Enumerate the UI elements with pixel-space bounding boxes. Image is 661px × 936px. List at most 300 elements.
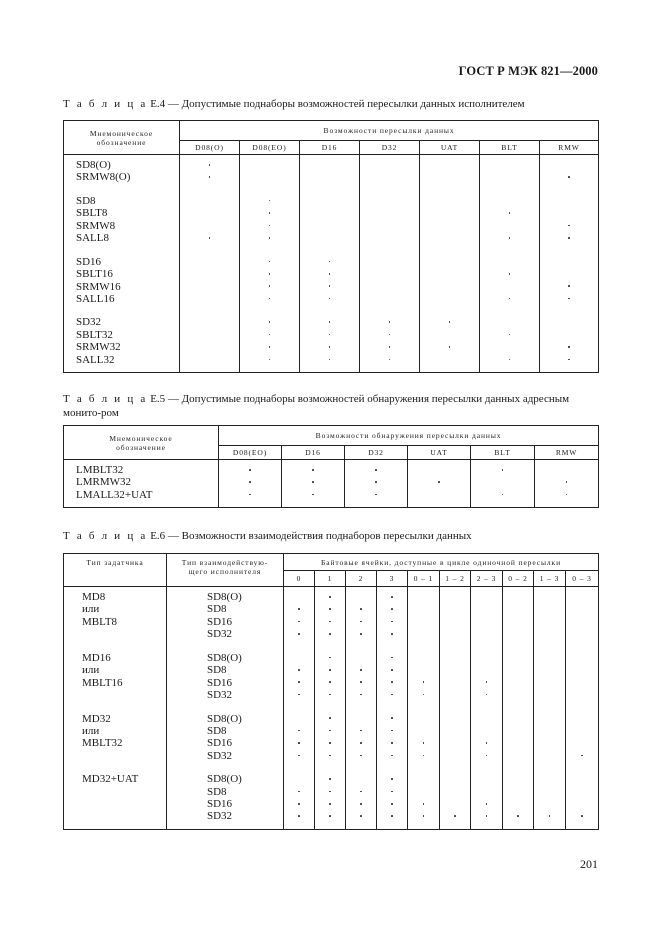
support-mark [315,603,345,615]
table-e6-name-column [167,587,284,830]
support-mark [300,316,359,328]
support-mark [471,737,502,749]
support-dot [298,815,300,817]
support-mark [180,316,239,328]
support-dot [568,298,570,300]
support-dot [566,481,568,483]
support-mark [471,628,502,640]
table-e6-body-row [64,587,599,830]
support-mark [284,786,314,798]
master-type-label [64,628,166,640]
support-dot [486,694,488,696]
support-mark [471,689,502,701]
support-mark [345,464,407,476]
table-e6-group-gap [440,641,470,652]
table-e6-mark-column [440,587,471,830]
support-dot [329,778,331,780]
table-e6-group-gap [315,762,345,773]
support-mark [408,798,439,810]
table-e5-col-header: D16 [282,446,345,460]
table-e6-mark-column [503,587,534,830]
support-mark [408,677,439,689]
table-e6-group-gap [64,762,166,773]
support-mark [300,232,359,244]
table-e4-caption [63,98,600,112]
support-mark [420,329,479,341]
table-e6-group-gap [346,641,376,652]
support-dot [360,815,362,817]
support-dot [549,815,551,817]
support-dot [298,633,300,635]
support-mark [377,750,407,762]
table-e4-subset-name: SRMW32 [76,341,121,354]
support-mark [566,591,598,603]
support-mark [377,713,407,725]
table-e6-col-header: 1 – 2 [440,571,471,587]
support-mark [315,591,345,603]
table-e6-group-gap [408,701,439,712]
table-e5-col-header: D32 [345,446,408,460]
support-dot [329,803,331,805]
support-dot [391,681,393,683]
support-mark [284,810,314,822]
support-mark [408,786,439,798]
support-mark [503,677,533,689]
support-mark [284,737,314,749]
support-mark [300,195,359,207]
support-mark [440,616,470,628]
support-mark [240,354,299,366]
support-dot [389,346,391,348]
table-e6-subset-name: SD16 [207,737,233,750]
support-mark [503,750,533,762]
support-mark [300,256,359,268]
table-e6-caption-label: Т а б л и ц а [63,530,148,542]
support-dot [269,212,271,214]
support-mark [534,603,565,615]
support-dot [509,359,511,361]
table-e6-group-gap [408,641,439,652]
support-mark [315,810,345,822]
support-mark [566,628,598,640]
support-mark [345,489,407,501]
support-mark [471,464,534,476]
support-dot [509,334,511,336]
support-mark [440,773,470,785]
table-e4-subset-name: SRMW16 [76,280,121,293]
support-mark [346,652,376,664]
support-mark [284,603,314,615]
support-mark [315,713,345,725]
support-dot [509,298,511,300]
table-e6-group-gap [440,762,470,773]
table-e4-group-header: Возможности пересылки данных [180,121,599,141]
support-dot [329,321,331,323]
support-mark [566,603,598,615]
support-mark [346,737,376,749]
support-mark [534,737,565,749]
table-e4-group-gap [540,305,598,316]
support-mark [440,591,470,603]
table-e4-subset-name: SBLT16 [76,268,113,281]
support-dot [517,815,519,817]
table-e5-mark-column [282,460,345,508]
support-mark [566,664,598,676]
table-e4-col-header: UAT [420,141,480,155]
support-mark [300,354,359,366]
support-mark [440,786,470,798]
support-dot [568,285,570,287]
support-dot [391,815,393,817]
table-e5-col-header: UAT [408,446,471,460]
support-dot [329,608,331,610]
support-mark [360,316,419,328]
support-mark [240,232,299,244]
master-type-label: MD8 [82,591,106,603]
support-mark [420,341,479,353]
support-mark [420,159,479,171]
master-type-label [64,798,166,810]
table-e4 [63,120,599,373]
support-mark [566,786,598,798]
support-mark [471,713,502,725]
table-e6-group-gap [503,701,533,712]
support-mark [480,329,539,341]
support-dot [329,285,331,287]
support-mark [377,664,407,676]
table-e6-subset-name: SD8 [207,664,227,677]
table-e6-group-header: Байтовые ячейки, доступные в цикле одиночной пересылки [284,554,599,571]
support-mark [180,171,239,183]
support-mark [408,713,439,725]
support-dot [329,633,331,635]
support-dot [509,237,511,239]
support-mark [440,810,470,822]
support-mark [540,207,598,219]
support-mark [471,591,502,603]
support-mark [540,316,598,328]
support-mark [346,591,376,603]
support-mark [440,652,470,664]
table-e4-subset-name: SRMW8(O) [76,171,131,184]
support-dot [568,176,570,178]
support-dot [360,608,362,610]
support-dot [269,273,271,275]
support-mark [315,616,345,628]
table-e4-col-header: RMW [540,141,599,155]
support-dot [329,621,331,623]
support-mark [440,750,470,762]
support-dot [298,791,300,793]
table-e6-subset-name: SD16 [207,615,233,628]
support-mark [284,616,314,628]
support-dot [209,164,211,166]
support-dot [449,321,451,323]
table-e6-mark-column [377,587,408,830]
table-e6-subset-name: SD8(O) [207,591,242,603]
table-e4-mark-column [480,155,540,373]
support-mark [408,652,439,664]
support-mark [440,664,470,676]
support-mark [540,341,598,353]
support-dot [566,494,568,496]
table-e6-group-gap [503,762,533,773]
support-dot [423,755,425,757]
support-dot [391,633,393,635]
support-mark [420,268,479,280]
support-mark [480,220,539,232]
support-dot [486,681,488,683]
table-e4-col-header: D08(EO) [240,141,300,155]
support-dot [360,681,362,683]
support-dot [454,815,456,817]
support-mark [346,725,376,737]
table-e6-subset-name: SD32 [207,749,233,762]
support-mark [503,810,533,822]
table-e6-group-gap [566,762,598,773]
support-dot [249,481,251,483]
support-mark [377,591,407,603]
support-mark [471,616,502,628]
table-e6-group-gap [534,701,565,712]
support-mark [240,256,299,268]
support-mark [300,268,359,280]
table-e6-mark-column [346,587,377,830]
support-mark [503,664,533,676]
support-dot [329,346,331,348]
table-e6-subset-name: SD8 [207,785,227,798]
support-dot [391,791,393,793]
table-e6-subset-name: SD32 [207,628,233,641]
support-mark [566,713,598,725]
support-dot [312,469,314,471]
table-e6-group-gap [471,762,502,773]
support-mark [240,268,299,280]
support-dot [391,730,393,732]
support-mark [360,329,419,341]
support-dot [298,742,300,744]
table-e4-group-gap [240,184,299,195]
table-e6-col-header: 0 – 2 [503,571,534,587]
master-type-label [64,689,166,701]
support-dot [329,596,331,598]
table-e4-group-gap [300,305,359,316]
support-dot [423,694,425,696]
support-mark [420,316,479,328]
support-mark [315,664,345,676]
support-mark [180,220,239,232]
support-mark [534,616,565,628]
support-dot [269,334,271,336]
support-mark [240,207,299,219]
table-e6-group-gap [346,762,376,773]
support-dot [423,803,425,805]
table-e6-slave-header: Тип взаимодействую-щего исполнителя [167,554,284,587]
support-mark [180,256,239,268]
support-mark [346,689,376,701]
support-mark [534,786,565,798]
support-dot [360,669,362,671]
table-e6-group-gap [566,701,598,712]
table-e6-col-header: 2 [346,571,377,587]
support-dot [391,669,393,671]
support-mark [360,220,419,232]
support-mark [180,329,239,341]
support-dot [391,755,393,757]
support-mark [377,810,407,822]
support-dot [269,298,271,300]
table-e4-subset-name: SD16 [76,255,102,268]
master-type-label: MBLT32 [82,737,123,750]
support-mark [240,220,299,232]
support-dot [312,494,314,496]
support-dot [329,717,331,719]
master-type-label [64,786,166,798]
table-e6-group-gap [284,762,314,773]
support-dot [391,717,393,719]
support-mark [566,689,598,701]
support-mark [480,316,539,328]
support-dot [329,694,331,696]
support-mark [534,810,565,822]
support-mark [471,750,502,762]
support-mark [420,293,479,305]
support-mark [377,628,407,640]
support-mark [360,207,419,219]
support-mark [377,737,407,749]
support-mark [346,810,376,822]
support-mark [315,652,345,664]
support-mark [503,616,533,628]
table-e6-group-gap [377,701,407,712]
support-dot [329,730,331,732]
support-mark [180,293,239,305]
support-dot [312,481,314,483]
support-dot [391,657,393,659]
support-mark [566,773,598,785]
table-e6-group-gap [167,701,283,712]
support-mark [360,281,419,293]
master-type-label: MD32 [82,712,111,725]
table-e6-group-gap [284,701,314,712]
table-e5 [63,425,599,508]
support-mark [284,725,314,737]
support-mark [346,750,376,762]
support-dot [391,608,393,610]
support-dot [249,494,251,496]
support-mark [503,798,533,810]
table-e4-group-gap [360,245,419,256]
support-mark [480,159,539,171]
support-dot [360,791,362,793]
support-mark [503,628,533,640]
table-e4-group-gap [180,245,239,256]
support-mark [420,256,479,268]
table-e4-mark-column [540,155,599,373]
support-mark [471,725,502,737]
support-dot [360,742,362,744]
support-mark [420,207,479,219]
support-dot [298,755,300,757]
table-e4-subset-name: SALL16 [76,292,115,305]
support-mark [377,725,407,737]
support-mark [284,750,314,762]
support-mark [480,281,539,293]
table-e5-subset-name: LMBLT32 [76,464,124,476]
table-e6-mark-column [284,587,315,830]
support-mark [360,232,419,244]
table-e6-col-header: 3 [377,571,408,587]
table-e6-col-header: 2 – 3 [471,571,503,587]
support-dot [486,755,488,757]
support-mark [534,713,565,725]
support-mark [480,293,539,305]
support-mark [540,281,598,293]
table-e6-group-gap [566,641,598,652]
table-e4-mark-column [180,155,240,373]
support-mark [180,195,239,207]
support-dot [389,334,391,336]
table-e4-group-gap [240,305,299,316]
support-dot [269,261,271,263]
support-mark [360,341,419,353]
support-mark [471,476,534,488]
support-mark [377,652,407,664]
support-mark [282,464,344,476]
support-mark [240,171,299,183]
support-mark [503,591,533,603]
support-dot [269,200,271,202]
support-dot [509,273,511,275]
support-mark [540,268,598,280]
support-dot [486,742,488,744]
table-e6-caption-text: Е.6 — Возможности взаимодействия поднаборов пересылки данных [147,530,472,542]
table-e4-mark-column [420,155,480,373]
table-e6-group-gap [315,701,345,712]
support-dot [389,359,391,361]
support-mark [408,737,439,749]
table-e6-subset-name: SD16 [207,798,233,811]
table-e6-subset-name: SD32 [207,688,233,701]
table-e6-group-gap [408,762,439,773]
support-dot [360,803,362,805]
support-mark [360,293,419,305]
table-e6-group-gap [471,701,502,712]
support-dot [329,261,331,263]
table-e4-group-gap [480,184,539,195]
support-mark [300,329,359,341]
table-e6-subset-name: SD8 [207,603,227,616]
table-e6-group-gap [64,701,166,712]
support-mark [471,603,502,615]
support-mark [503,725,533,737]
support-mark [284,677,314,689]
table-e4-group-gap [180,184,239,195]
table-e6-group-gap [534,641,565,652]
support-dot [509,212,511,214]
support-mark [540,159,598,171]
table-e6-master-header: Тип задатчика [64,554,167,587]
support-mark [284,664,314,676]
support-dot [329,359,331,361]
support-mark [566,677,598,689]
table-e6-mark-column [471,587,503,830]
support-mark [534,652,565,664]
table-e6-subset-name: SD8(O) [207,651,242,664]
support-mark [503,786,533,798]
master-type-label: или [82,724,100,737]
support-dot [298,608,300,610]
